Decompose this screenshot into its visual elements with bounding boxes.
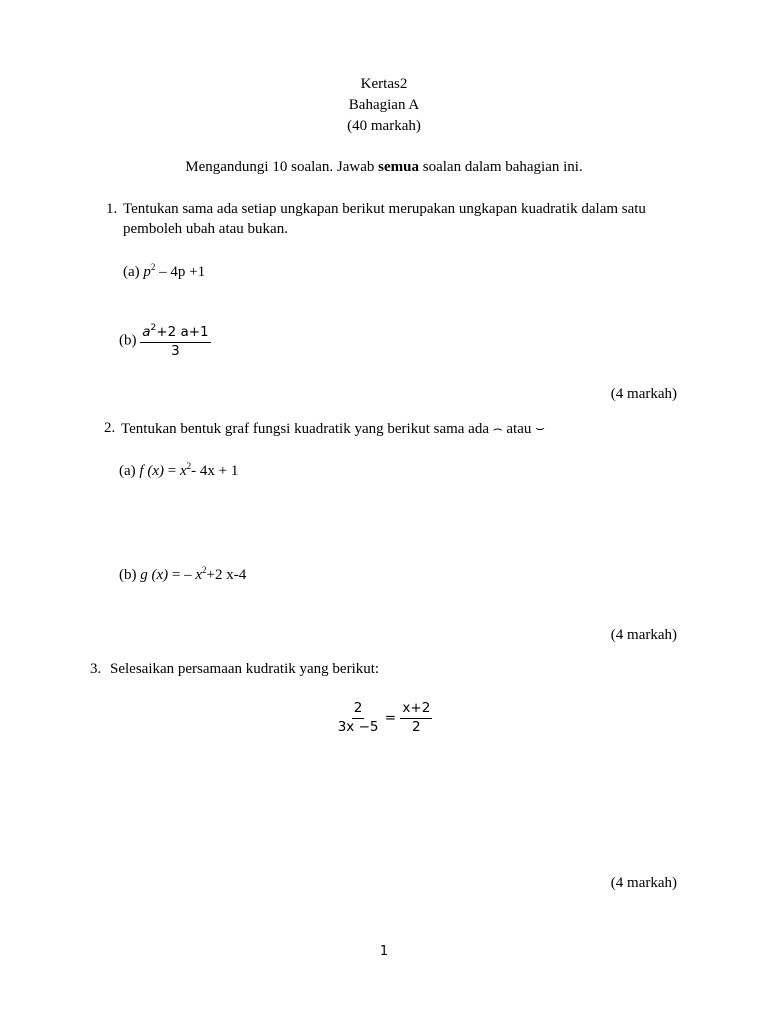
math-exponent: 2 — [150, 262, 156, 272]
question-1-marks: (4 markah) — [610, 386, 677, 402]
instruction-text: Mengandungi 10 soalan. Jawab — [185, 159, 379, 175]
question-2-text: Tentukan bentuk graf fungsi kuadratik yang berikut sama ada ⌢ atau ⌣ — [121, 421, 545, 437]
equals-sign: = — [163, 463, 180, 479]
part-label: (b) — [119, 567, 137, 583]
instruction-emphasis: semua — [378, 159, 420, 175]
question-2-marks: (4 markah) — [610, 627, 677, 643]
paper-title: Kertas2 — [360, 76, 408, 92]
instruction — [0, 159, 768, 176]
fraction-numerator: 2 — [352, 701, 365, 719]
part-label: (a) — [123, 264, 140, 280]
question-3-marks: (4 markah) — [610, 875, 677, 891]
function-name: g (x) — [140, 567, 169, 583]
math-expression: +2 x-4 — [206, 567, 247, 583]
question-3-text: Selesaikan persamaan kudratik yang berikut: — [110, 661, 380, 677]
fraction-numerator: x+2 — [400, 701, 432, 719]
math-exponent: 2 — [202, 565, 207, 575]
question-1-part-b — [119, 323, 211, 359]
fraction-numerator — [140, 323, 210, 343]
question-3-equation — [0, 701, 768, 735]
math-variable: a — [142, 324, 151, 340]
equation-left-fraction — [336, 701, 381, 735]
fraction-denominator: 3 — [171, 342, 180, 359]
fraction — [140, 323, 210, 359]
question-1-text-line1: Tentukan sama ada setiap ungkapan berikut merupakan ungkapan kuadratik dalam satu — [123, 201, 646, 217]
part-label: (b) — [119, 332, 137, 349]
question-2-part-b — [119, 565, 246, 584]
question-2-number: 2. — [104, 420, 116, 436]
page-number: 1 — [379, 944, 389, 959]
question-2-part-a — [119, 461, 238, 480]
equals-sign: = — [384, 710, 397, 727]
question-1-number: 1. — [106, 201, 118, 217]
math-exponent: 2 — [150, 323, 157, 333]
instruction-text-end: soalan dalam bahagian ini. — [419, 159, 583, 175]
math-exponent: 2 — [186, 461, 192, 471]
math-expression: – 4p +1 — [155, 264, 206, 280]
section-title: Bahagian A — [348, 97, 420, 113]
math-variable: x — [179, 463, 187, 479]
question-1-part-a — [123, 262, 205, 281]
function-name: f (x) — [139, 463, 164, 479]
equation-right-fraction — [400, 701, 432, 735]
part-label: (a) — [119, 463, 136, 479]
total-marks: (40 markah) — [347, 118, 421, 134]
math-variable: p — [143, 264, 151, 280]
math-variable: x — [195, 567, 203, 583]
equals-sign: = – — [168, 567, 196, 583]
math-expression: - 4x + 1 — [191, 463, 239, 479]
question-1-text-line2: pemboleh ubah atau bukan. — [123, 221, 288, 237]
math-expression: +2 a+1 — [156, 324, 209, 340]
question-3-number: 3. — [90, 661, 102, 677]
fraction-denominator: 3x −5 — [337, 718, 379, 735]
fraction-denominator: 2 — [412, 718, 421, 735]
